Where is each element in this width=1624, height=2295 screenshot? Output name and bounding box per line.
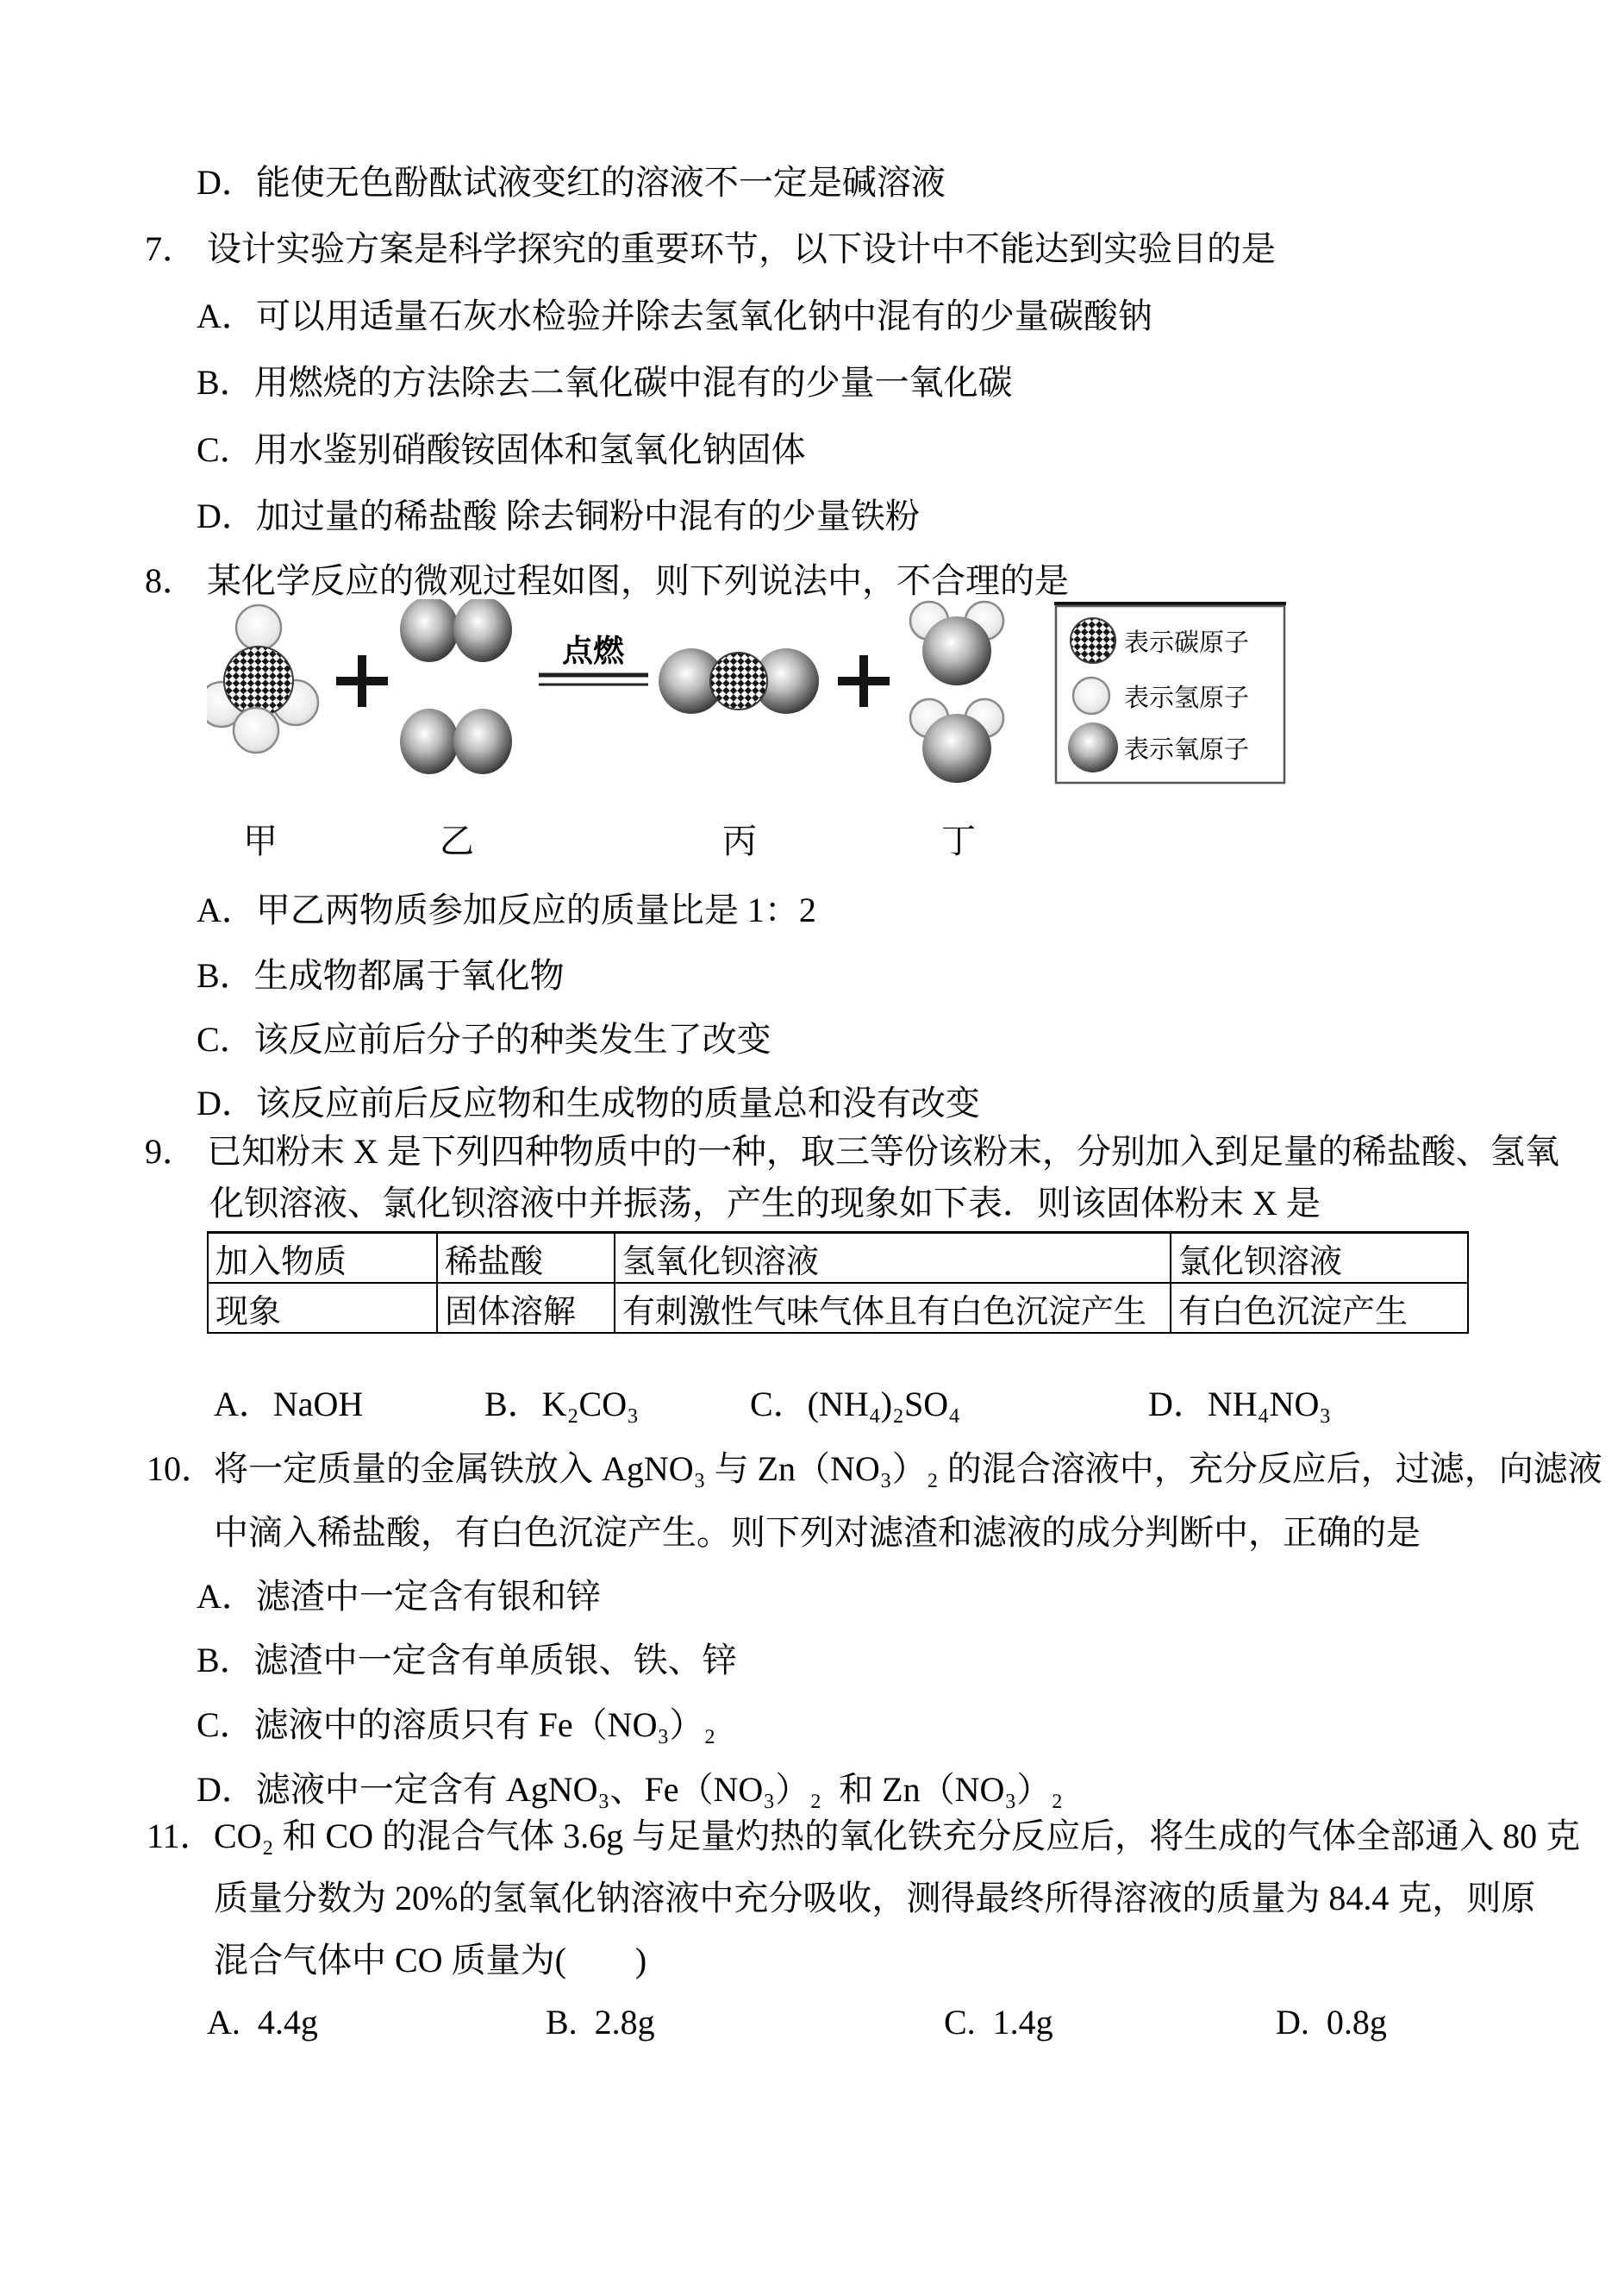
molecule-oxygen-2 (400, 709, 512, 774)
table-cell: 固体溶解 (437, 1283, 615, 1333)
table-header-cell: 加入物质 (208, 1233, 437, 1284)
diagram-label-bing: 丙 (722, 822, 757, 860)
oxygen-atom (400, 709, 459, 774)
question-11-number: 11． (147, 1817, 215, 1855)
legend-hydrogen-label: 表示氢原子 (1124, 685, 1250, 712)
question-11-option-a: A. 4.4g (207, 2003, 318, 2042)
molecule-water-2 (910, 699, 1003, 783)
question-10-number: 10． (147, 1449, 215, 1488)
legend-hydrogen-icon (1073, 678, 1109, 714)
question-11-text-line2: 质量分数为 20%的氢氧化钠溶液中充分吸收，测得最终所得溶液的质量为 84.4 克，则原 (214, 1879, 1536, 1917)
oxygen-atom (922, 616, 991, 685)
question-7-option-a: A．可以用适量石灰水检验并除去氢氧化钠中混有的少量碳酸钠 (197, 297, 1152, 335)
hydrogen-atom (234, 708, 278, 753)
carbon-atom (224, 647, 293, 716)
molecule-carbon-dioxide (659, 648, 819, 714)
plus-icon (838, 655, 890, 707)
question-11-text-line1: CO₂ 和 CO 的混合气体 3.6g 与足量灼热的氧化铁充分反应后，将生成的气体全部通入 80 克 (214, 1817, 1581, 1855)
legend-carbon-icon (1071, 618, 1115, 663)
hydrogen-atom (236, 605, 281, 650)
legend-carbon-label: 表示碳原子 (1124, 629, 1250, 657)
question-8-option-d: D．该反应前后反应物和生成物的质量总和没有改变 (197, 1084, 980, 1122)
legend-oxygen-label: 表示氧原子 (1124, 736, 1250, 764)
question-7-number: 7． (145, 229, 197, 268)
question-10-text-line2: 中滴入稀盐酸，有白色沉淀产生。则下列对滤渣和滤液的成分判断中，正确的是 (214, 1513, 1421, 1552)
question-11-option-d: D. 0.8g (1276, 2003, 1387, 2042)
table-row (208, 1283, 1468, 1333)
diagram-label-yi: 乙 (440, 822, 474, 860)
legend-oxygen-icon (1068, 722, 1118, 772)
question-10-option-d: D．滤液中一定含有 AgNO₃、Fe（NO₃）₂ 和 Zn（NO₃）₂ (197, 1770, 1064, 1809)
molecule-methane (207, 605, 318, 753)
table-cell: 现象 (208, 1283, 437, 1333)
question-11-option-c: C. 1.4g (944, 2003, 1053, 2042)
question-9-number: 9． (145, 1132, 197, 1171)
question-7-option-d: D．加过量的稀盐酸 除去铜粉中混有的少量铁粉 (197, 497, 920, 535)
question-11-option-b: B. 2.8g (546, 2003, 655, 2042)
table-cell: 有白色沉淀产生 (1171, 1283, 1468, 1333)
reaction-arrow (539, 634, 648, 685)
table-header-cell: 稀盐酸 (437, 1233, 615, 1284)
question-7-option-b: B．用燃烧的方法除去二氧化碳中混有的少量一氧化碳 (197, 363, 1013, 402)
table-header-cell: 氢氧化钡溶液 (615, 1233, 1171, 1284)
question-10-option-c: C．滤液中的溶质只有 Fe（NO₃）₂ (197, 1705, 716, 1744)
diagram-label-jia: 甲 (243, 822, 278, 860)
reaction-diagram (207, 599, 1353, 806)
oxygen-atom (400, 599, 459, 662)
carbon-atom (710, 653, 767, 710)
table-header-row (208, 1233, 1468, 1284)
phenomena-table (207, 1231, 1469, 1334)
question-9-text-line1: 已知粉末 X 是下列四种物质中的一种，取三等份该粉末，分别加入到足量的稀盐酸、氢氧 (207, 1132, 1559, 1171)
question-9-option-d: D．NH₄NO₃ (1148, 1385, 1332, 1423)
question-9-option-b: B．K₂CO₃ (484, 1385, 640, 1423)
molecule-water-1 (910, 602, 1003, 685)
table-header-cell: 氯化钡溶液 (1171, 1233, 1468, 1284)
question-10-option-b: B．滤渣中一定含有单质银、铁、锌 (197, 1641, 737, 1679)
question-8-option-b: B．生成物都属于氧化物 (197, 956, 565, 995)
question-6-option-d: D．能使无色酚酞试液变红的溶液不一定是碱溶液 (197, 163, 946, 202)
question-8-option-c: C．该反应前后分子的种类发生了改变 (197, 1020, 771, 1059)
diagram-label-ding: 丁 (941, 822, 976, 860)
oxygen-atom (453, 599, 512, 662)
legend-box (1054, 603, 1286, 783)
question-8-text: 某化学反应的微观过程如图，则下列说法中，不合理的是 (207, 561, 1069, 600)
question-9-text-line2: 化钡溶液、氯化钡溶液中并振荡，产生的现象如下表．则该固体粉末 X 是 (209, 1184, 1321, 1223)
table-cell: 有刺激性气味气体且有白色沉淀产生 (615, 1283, 1171, 1333)
question-7-option-c: C．用水鉴别硝酸铵固体和氢氧化钠固体 (197, 430, 806, 469)
reaction-diagram-svg (207, 599, 1353, 802)
question-10-option-a: A．滤渣中一定含有银和锌 (197, 1577, 601, 1616)
question-8-option-a: A．甲乙两物质参加反应的质量比是 1：2 (197, 891, 816, 929)
oxygen-atom (453, 709, 512, 774)
reaction-condition: 点燃 (561, 634, 625, 668)
question-8-number: 8． (145, 561, 197, 600)
question-9-option-c: C．(NH₄)₂SO₄ (750, 1385, 961, 1423)
question-11-text-line3: 混合气体中 CO 质量为( ) (214, 1941, 647, 1979)
oxygen-atom (922, 714, 991, 783)
question-7-text: 设计实验方案是科学探究的重要环节，以下设计中不能达到实验目的是 (207, 229, 1276, 268)
molecule-oxygen-1 (400, 599, 512, 662)
question-9-option-a: A．NaOH (214, 1385, 364, 1423)
question-10-text-line1: 将一定质量的金属铁放入 AgNO₃ 与 Zn（NO₃）₂ 的混合溶液中，充分反应后，过滤，向滤液 (214, 1449, 1602, 1488)
plus-icon (336, 655, 388, 707)
